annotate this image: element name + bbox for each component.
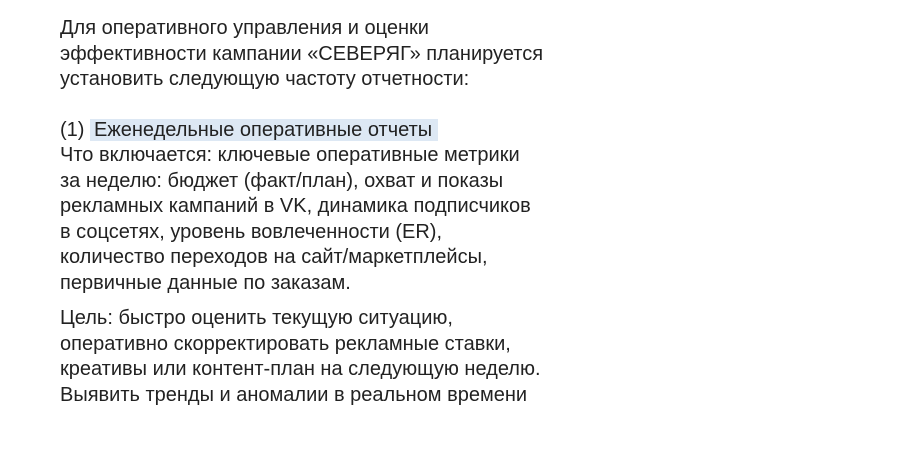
section-heading-line	[60, 118, 860, 144]
includes-line: за неделю: бюджет (факт/план), охват и показы	[60, 169, 504, 192]
includes-line: первичные данные по заказам.	[60, 271, 351, 294]
includes-line: рекламных кампаний в VK, динамика подписчиков	[60, 195, 531, 217]
includes-line: в соцсетях, уровень вовлеченности (ER),	[60, 220, 443, 243]
intro-paragraph	[60, 16, 860, 93]
includes-line: Что включается: ключевые оперативные метрики	[60, 144, 520, 166]
goal-line: Цель: быстро оценить текущую ситуацию,	[60, 307, 453, 329]
paragraph-spacer	[60, 296, 860, 306]
document-body	[60, 16, 860, 408]
intro-line: установить следующую частоту отчетности:	[60, 68, 470, 90]
intro-line: Для оперативного управления и оценки	[60, 17, 429, 39]
goal-line: оперативно скорректировать рекламные ставки,	[60, 332, 511, 355]
section-paragraph	[60, 118, 860, 297]
goal-line: креативы или контент-план на следующую неделю.	[60, 358, 541, 380]
goal-paragraph	[60, 306, 860, 408]
includes-line: количество переходов на сайт/маркетплейсы,	[60, 246, 488, 268]
paragraph-spacer	[60, 93, 860, 118]
goal-line: Выявить тренды и аномалии в реальном времени	[60, 383, 528, 406]
intro-line: эффективности кампании «СЕВЕРЯГ» планируется	[60, 42, 544, 65]
section-number: (1)	[60, 118, 85, 141]
section-title-highlighted[interactable]: Еженедельные оперативные отчеты	[90, 119, 438, 141]
